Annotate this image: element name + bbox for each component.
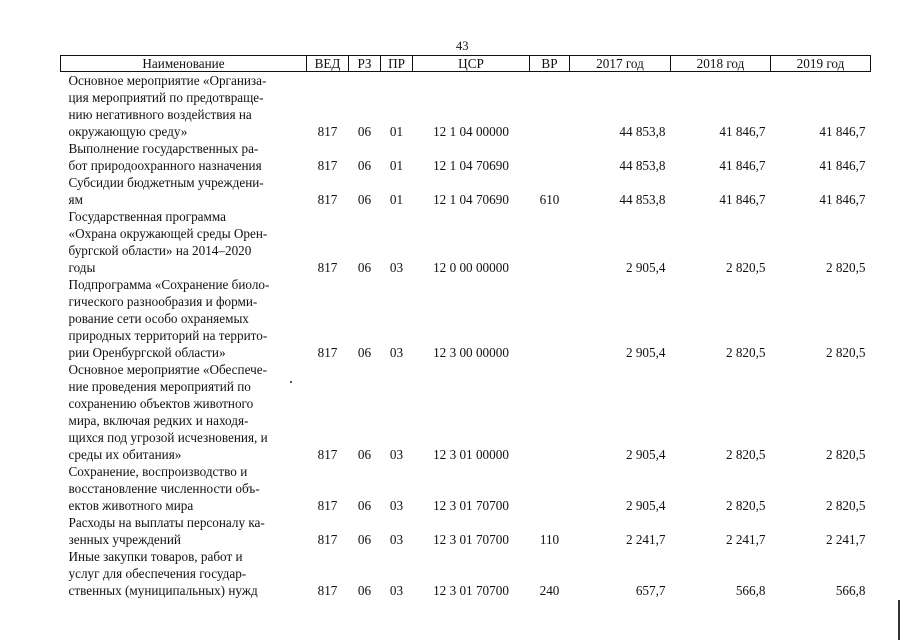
col-header-2019: 2019 год <box>771 56 871 72</box>
cell-rz: 06 <box>357 124 372 139</box>
cell-ved: 817 <box>317 124 338 139</box>
cell-2019: 41 846,7 <box>819 158 866 173</box>
cell-2019: 2 820,5 <box>825 260 866 275</box>
cell-2018: 41 846,7 <box>719 124 766 139</box>
cell-2019: 2 241,7 <box>825 532 866 547</box>
col-header-vr: ВР <box>530 56 570 72</box>
col-header-ved: ВЕД <box>307 56 349 72</box>
table-header-row <box>61 56 871 72</box>
table-row <box>61 548 871 599</box>
cell-2017: 2 905,4 <box>625 345 666 360</box>
cell-pr: 03 <box>389 260 404 275</box>
cell-name: Подпрограмма «Сохранение биоло- гического разнообразия и форми- рование сети особо охраняемых природных территорий на террито- рии Оренбургской области» <box>68 277 270 360</box>
cell-ved: 817 <box>317 192 338 207</box>
cell-2018: 2 820,5 <box>725 345 766 360</box>
cell-name: Сохранение, воспроизводство и восстановление численности объ- ектов животного мира <box>68 464 260 513</box>
cell-2019: 2 820,5 <box>825 447 866 462</box>
page-number: 43 <box>456 39 469 53</box>
cell-name: Основное мероприятие «Организа- ция мероприятий по предотвраще- нию негативного воздействия на окружающую среду» <box>68 73 267 139</box>
cell-2019: 2 820,5 <box>825 498 866 513</box>
cell-vr: 610 <box>539 192 560 207</box>
table-row <box>61 72 871 141</box>
cell-2018: 2 820,5 <box>725 498 766 513</box>
budget-table <box>60 55 871 599</box>
page-edge-mark <box>898 600 900 640</box>
cell-name: Государственная программа «Охрана окружающей среды Орен- бургской области» на 2014–2020 годы <box>68 209 268 275</box>
cell-pr: 03 <box>389 447 404 462</box>
cell-pr: 03 <box>389 498 404 513</box>
cell-2018: 2 241,7 <box>725 532 766 547</box>
cell-2017: 44 853,8 <box>619 192 666 207</box>
cell-csr: 12 1 04 00000 <box>433 124 509 139</box>
cell-csr: 12 3 01 00000 <box>433 447 509 462</box>
cell-2017: 2 241,7 <box>625 532 666 547</box>
cell-rz: 06 <box>357 345 372 360</box>
cell-name: Субсидии бюджетным учреждени- ям <box>68 175 264 207</box>
cell-rz: 06 <box>357 158 372 173</box>
cell-pr: 01 <box>389 124 404 139</box>
table-row <box>61 514 871 548</box>
col-header-csr: ЦСР <box>413 56 530 72</box>
cell-vr <box>530 140 570 174</box>
cell-name: Выполнение государственных ра- бот природоохранного назначения <box>68 141 262 173</box>
table-row <box>61 463 871 514</box>
table-row <box>61 208 871 276</box>
table-row <box>61 361 871 463</box>
cell-pr: 01 <box>389 192 404 207</box>
col-header-name: Наименование <box>61 56 307 72</box>
cell-2018: 566,8 <box>735 583 766 598</box>
cell-ved: 817 <box>317 345 338 360</box>
cell-csr: 12 1 04 70690 <box>433 192 509 207</box>
cell-vr <box>530 72 570 141</box>
cell-2019: 41 846,7 <box>819 192 866 207</box>
cell-ved: 817 <box>317 260 338 275</box>
cell-rz: 06 <box>357 532 372 547</box>
cell-2017: 2 905,4 <box>625 447 666 462</box>
scan-speck <box>290 381 292 383</box>
cell-pr: 01 <box>389 158 404 173</box>
cell-vr <box>530 463 570 514</box>
cell-2017: 657,7 <box>635 583 666 598</box>
cell-vr: 240 <box>539 583 560 598</box>
cell-csr: 12 3 01 70700 <box>433 583 509 598</box>
cell-rz: 06 <box>357 583 372 598</box>
cell-name: Основное мероприятие «Обеспече- ние проведения мероприятий по сохранению объектов животного мира, включая редких и находя- щихся под угрозой исчезновения, и среды их обитания» <box>68 362 268 462</box>
cell-ved: 817 <box>317 532 338 547</box>
cell-csr: 12 3 00 00000 <box>433 345 509 360</box>
cell-ved: 817 <box>317 583 338 598</box>
col-header-rz: РЗ <box>349 56 381 72</box>
table-row <box>61 174 871 208</box>
cell-vr: 110 <box>539 532 560 547</box>
cell-csr: 12 0 00 00000 <box>433 260 509 275</box>
cell-rz: 06 <box>357 192 372 207</box>
cell-rz: 06 <box>357 447 372 462</box>
cell-csr: 12 3 01 70700 <box>433 532 509 547</box>
cell-vr <box>530 361 570 463</box>
cell-2018: 2 820,5 <box>725 447 766 462</box>
col-header-2018: 2018 год <box>671 56 771 72</box>
cell-name: Иные закупки товаров, работ и услуг для обеспечения государ- ственных (муниципальных) нужд <box>68 549 258 598</box>
cell-rz: 06 <box>357 498 372 513</box>
cell-vr <box>530 276 570 361</box>
cell-ved: 817 <box>317 447 338 462</box>
col-header-pr: ПР <box>381 56 413 72</box>
cell-2018: 41 846,7 <box>719 192 766 207</box>
cell-ved: 817 <box>317 158 338 173</box>
cell-2018: 2 820,5 <box>725 260 766 275</box>
cell-2017: 2 905,4 <box>625 260 666 275</box>
cell-vr <box>530 208 570 276</box>
cell-2017: 2 905,4 <box>625 498 666 513</box>
cell-2019: 41 846,7 <box>819 124 866 139</box>
col-header-2017: 2017 год <box>570 56 671 72</box>
cell-ved: 817 <box>317 498 338 513</box>
cell-2018: 41 846,7 <box>719 158 766 173</box>
cell-2017: 44 853,8 <box>619 124 666 139</box>
cell-pr: 03 <box>389 345 404 360</box>
cell-name: Расходы на выплаты персоналу ка- зенных учреждений <box>68 515 265 547</box>
cell-pr: 03 <box>389 532 404 547</box>
cell-2017: 44 853,8 <box>619 158 666 173</box>
table-row <box>61 276 871 361</box>
cell-2019: 2 820,5 <box>825 345 866 360</box>
cell-2019: 566,8 <box>835 583 866 598</box>
cell-rz: 06 <box>357 260 372 275</box>
table-row <box>61 140 871 174</box>
cell-pr: 03 <box>389 583 404 598</box>
cell-csr: 12 1 04 70690 <box>433 158 509 173</box>
table-body <box>61 72 871 600</box>
cell-csr: 12 3 01 70700 <box>433 498 509 513</box>
